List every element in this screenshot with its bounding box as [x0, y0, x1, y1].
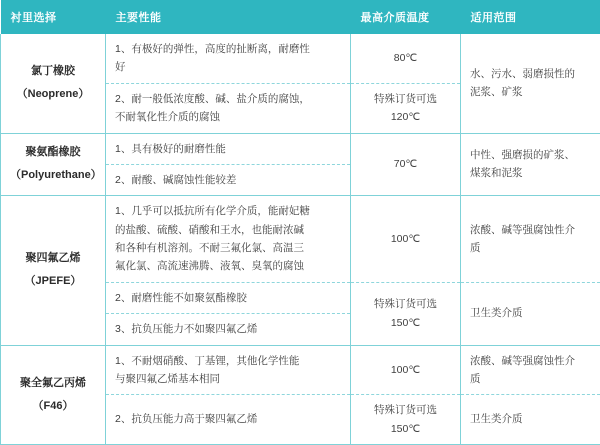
- lining-name-english: （Neoprene）: [10, 83, 96, 106]
- max-temp-value: 100℃: [360, 230, 451, 248]
- application-line: 卫生类介质: [470, 304, 591, 322]
- performance-line: 1、不耐烟硝酸、丁基锂，其他化学性能: [115, 352, 341, 370]
- lining-name-chinese: 聚氨酯橡胶: [10, 141, 96, 164]
- application-cell: [461, 196, 600, 283]
- performance-line: 不耐氧化性介质的腐蚀: [115, 108, 341, 126]
- lining-name-chinese: 氯丁橡胶: [10, 60, 96, 83]
- max-temp-note: 特殊订货可选: [360, 90, 451, 108]
- application-cell: [461, 282, 600, 345]
- performance-line: 好: [115, 58, 341, 76]
- performance-line: 2、耐磨性能不如聚氨酯橡胶: [115, 289, 341, 307]
- performance-cell: [106, 282, 351, 313]
- max-temp-cell: [351, 34, 461, 83]
- application-line: 质: [470, 239, 591, 257]
- performance-line: 1、几乎可以抵抗所有化学介质，能耐妃糖: [115, 202, 341, 220]
- max-temp-cell: [351, 282, 461, 345]
- lining-name-chinese: 聚全氟乙丙烯: [10, 372, 96, 395]
- lining-name-chinese: 聚四氟乙烯: [10, 247, 96, 270]
- application-cell: [461, 345, 600, 395]
- application-line: 泥浆、矿浆: [470, 83, 591, 101]
- max-temp-cell: [351, 196, 461, 283]
- performance-cell: [106, 345, 351, 395]
- performance-cell: [106, 196, 351, 283]
- performance-cell: [106, 83, 351, 133]
- max-temp-value: 80℃: [360, 49, 451, 67]
- max-temp-value: 100℃: [360, 361, 451, 379]
- column-header-performance: 主要性能: [106, 0, 351, 34]
- max-temp-value: 70℃: [360, 155, 451, 173]
- performance-line: 1、有极好的弹性，高度的扯断离，耐磨性: [115, 40, 341, 58]
- application-line: 水、污水、弱磨损性的: [470, 65, 591, 83]
- max-temp-value: 150℃: [360, 314, 451, 332]
- max-temp-cell: [351, 133, 461, 196]
- performance-cell: [106, 164, 351, 195]
- lining-name-cell: [1, 345, 106, 445]
- lining-name-english: （Polyurethane）: [10, 164, 96, 187]
- performance-line: 和各种有机溶剂。不耐三氟化氯、高温三: [115, 239, 341, 257]
- performance-cell: [106, 34, 351, 83]
- max-temp-cell: [351, 83, 461, 133]
- lining-name-cell: [1, 133, 106, 196]
- lining-name-cell: [1, 196, 106, 345]
- performance-cell: [106, 133, 351, 164]
- application-line: 煤浆和泥浆: [470, 164, 591, 182]
- lining-name-cell: [1, 34, 106, 133]
- max-temp-value: 150℃: [360, 420, 451, 438]
- max-temp-note: 特殊订货可选: [360, 295, 451, 313]
- performance-line: 的盐酸、硫酸、硝酸和王水，也能耐浓碱: [115, 221, 341, 239]
- performance-line: 氟化氯、高流速沸腾、液氧、臭氧的腐蚀: [115, 257, 341, 275]
- performance-line: 1、具有极好的耐磨性能: [115, 140, 341, 158]
- application-line: 卫生类介质: [470, 410, 591, 428]
- table-row: [1, 34, 600, 83]
- column-header-application: 适用范围: [461, 0, 600, 34]
- table-row: [1, 133, 600, 164]
- performance-line: 3、抗负压能力不如聚四氟乙烯: [115, 320, 341, 338]
- application-cell: [461, 395, 600, 445]
- application-line: 中性、强磨损的矿浆、: [470, 146, 591, 164]
- lining-name-english: （F46）: [10, 395, 96, 418]
- performance-cell: [106, 395, 351, 445]
- column-header-max-temp: 最高介质温度: [351, 0, 461, 34]
- application-line: 浓酸、碱等强腐蚀性介: [470, 221, 591, 239]
- application-cell: [461, 133, 600, 196]
- performance-line: 2、耐酸、碱腐蚀性能较差: [115, 171, 341, 189]
- max-temp-cell: [351, 395, 461, 445]
- max-temp-cell: [351, 345, 461, 395]
- table-row: [1, 196, 600, 283]
- table-header: [1, 0, 600, 34]
- lining-name-english: （JPEFE）: [10, 270, 96, 293]
- application-cell: [461, 34, 600, 133]
- performance-line: 2、耐一般低浓度酸、碱、盐介质的腐蚀，: [115, 90, 341, 108]
- max-temp-note: 特殊订货可选: [360, 401, 451, 419]
- application-line: 浓酸、碱等强腐蚀性介: [470, 352, 591, 370]
- table-row: [1, 345, 600, 395]
- table-body: [1, 34, 600, 445]
- performance-cell: [106, 314, 351, 345]
- max-temp-value: 120℃: [360, 108, 451, 126]
- application-line: 质: [470, 370, 591, 388]
- table-header-row: [1, 0, 600, 34]
- column-header-lining: 衬里选择: [1, 0, 106, 34]
- performance-line: 2、抗负压能力高于聚四氟乙烯: [115, 410, 341, 428]
- performance-line: 与聚四氟乙烯基本相同: [115, 370, 341, 388]
